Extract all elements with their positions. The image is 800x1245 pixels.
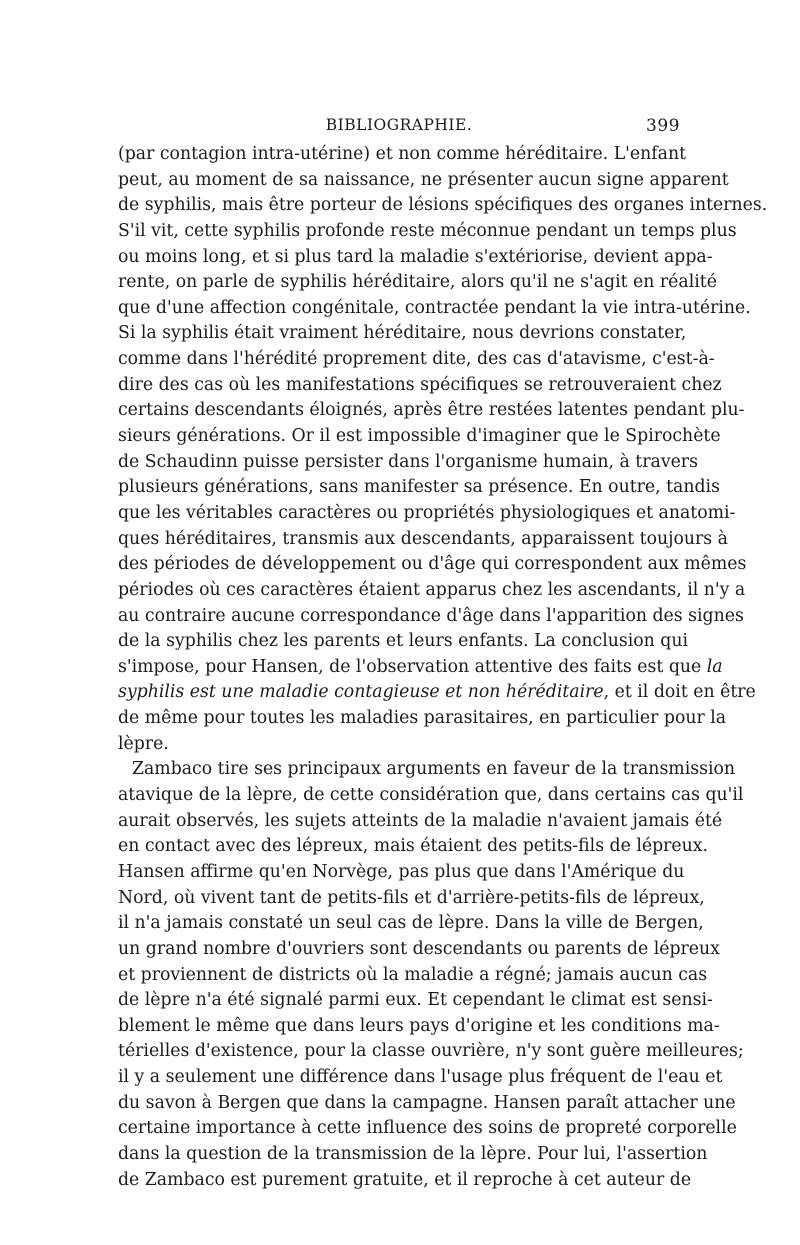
text-line: ou moins long, et si plus tard la maladie s'extériorise, devient appa-: [118, 246, 713, 267]
text-line: lèpre.: [118, 733, 169, 754]
text-line: (par contagion intra-utérine) et non comme héréditaire. L'enfant: [118, 144, 687, 164]
text-segment: , et il doit en être: [603, 682, 756, 703]
text-line: rente, on parle de syphilis héréditaire, alors qu'il ne s'agit en réalité: [118, 272, 717, 293]
text-line: certaine importance à cette influence des soins de propreté corporelle: [118, 1118, 737, 1139]
text-line: que les véritables caractères ou propriétés physiologiques et anatomi-: [118, 502, 736, 523]
text-line: sieurs générations. Or il est impossible d'imaginer que le Spirochète: [118, 426, 721, 447]
text-line: certains descendants éloignés, après être restées latentes pendant plu-: [118, 400, 745, 421]
text-line: Hansen affirme qu'en Norvège, pas plus que dans l'Amérique du: [118, 861, 685, 882]
text-line: aurait observés, les sujets atteints de la maladie n'avaient jamais été: [118, 810, 723, 831]
page-number: 399: [646, 116, 680, 136]
text-line: Nord, où vivent tant de petits-fils et d'arrière-petits-fils de lépreux,: [118, 887, 705, 908]
text-line: il n'a jamais constaté un seul cas de lèpre. Dans la ville de Bergen,: [118, 913, 704, 934]
text-line: de syphilis, mais être porteur de lésions spécifiques des organes internes.: [118, 195, 768, 216]
book-page: [118, 112, 768, 1193]
text-line: de Schaudinn puisse persister dans l'organisme humain, à travers: [118, 451, 698, 472]
text-line: en contact avec des lépreux, mais étaient des petits-fils de lépreux.: [118, 836, 709, 857]
text-line: S'il vit, cette syphilis profonde reste méconnue pendant un temps plus: [118, 220, 737, 241]
running-head: [118, 112, 680, 142]
text-segment: s'impose, pour Hansen, de l'observation attentive des faits est que: [118, 656, 707, 677]
text-line: ques héréditaires, transmis aux descendants, apparaissent toujours à: [118, 528, 728, 549]
text-line: peut, au moment de sa naissance, ne présenter aucun signe apparent: [118, 169, 729, 190]
text-line: dire des cas où les manifestations spécifiques se retrouveraient chez: [118, 374, 722, 395]
text-line: Si la syphilis était vraiment héréditaire, nous devrions constater,: [118, 323, 687, 344]
text-line: au contraire aucune correspondance d'âge dans l'apparition des signes: [118, 605, 744, 626]
text-line: des périodes de développement ou d'âge qui correspondent aux mêmes: [118, 554, 747, 575]
text-line: blement le même que dans leurs pays d'origine et les conditions ma-: [118, 1015, 720, 1036]
text-line: il y a seulement une différence dans l'usage plus fréquent de l'eau et: [118, 1067, 723, 1088]
running-title: BIBLIOGRAPHIE.: [325, 116, 473, 134]
text-line: périodes où ces caractères étaient apparus chez les ascendants, il n'y a: [118, 579, 746, 600]
text-line: que d'une affection congénitale, contractée pendant la vie intra-utérine.: [118, 297, 751, 318]
paragraph-first-line: Zambaco tire ses principaux arguments en faveur de la transmission: [132, 759, 736, 780]
text-line: térielles d'existence, pour la classe ouvrière, n'y sont guère meilleures;: [118, 1041, 744, 1062]
italic-text: la: [706, 656, 723, 677]
text-line: plusieurs générations, sans manifester sa présence. En outre, tandis: [118, 477, 720, 498]
text-line: comme dans l'hérédité proprement dite, des cas d'atavisme, c'est-à-: [118, 349, 715, 370]
text-line: dans la question de la transmission de la lèpre. Pour lui, l'assertion: [118, 1143, 708, 1164]
text-line: de lèpre n'a été signalé parmi eux. Et cependant le climat est sensi-: [118, 990, 713, 1011]
italic-text: syphilis est une maladie contagieuse et non héréditaire: [118, 682, 604, 703]
text-line: [118, 680, 756, 706]
text-line: du savon à Bergen que dans la campagne. Hansen paraît attacher une: [118, 1092, 736, 1113]
body-text: [118, 142, 768, 1193]
text-line: de Zambaco est purement gratuite, et il reproche à cet auteur de: [118, 1169, 692, 1190]
text-line: et proviennent de districts où la maladie a régné; jamais aucun cas: [118, 964, 708, 985]
text-line: de la syphilis chez les parents et leurs enfants. La conclusion qui: [118, 631, 689, 652]
text-line: de même pour toutes les maladies parasitaires, en particulier pour la: [118, 708, 727, 729]
text-line: atavique de la lèpre, de cette considération que, dans certains cas qu'il: [118, 785, 744, 806]
text-line: [118, 655, 723, 681]
text-line: un grand nombre d'ouvriers sont descendants ou parents de lépreux: [118, 938, 720, 959]
